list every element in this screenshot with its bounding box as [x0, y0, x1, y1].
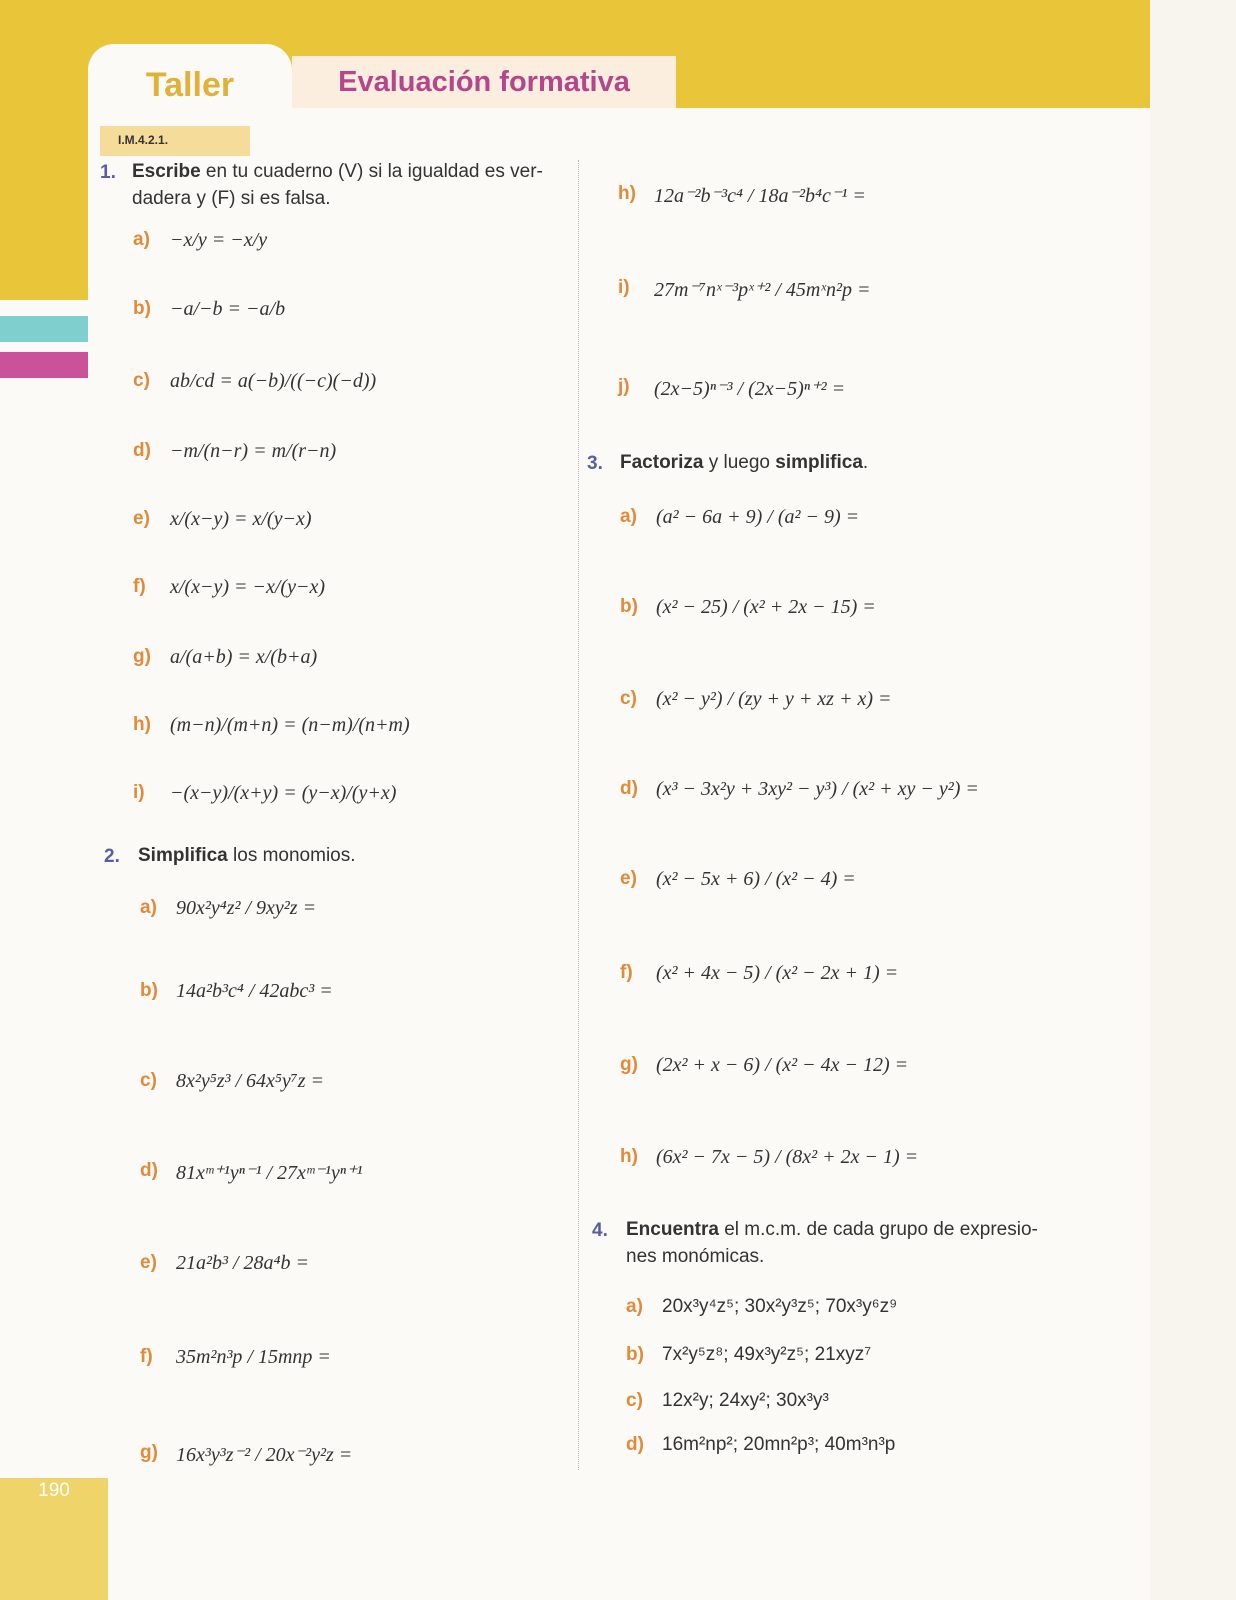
- q2-e-expr: 21a²b³ / 28a⁴b =: [176, 1252, 309, 1274]
- q1-instruction: [132, 158, 543, 185]
- q2-b-expr: 14a²b³c⁴ / 42abc³ =: [176, 980, 333, 1002]
- q4-b-label: b): [626, 1344, 644, 1365]
- q3-a-label: a): [620, 506, 637, 527]
- page-edge: [1150, 0, 1236, 1600]
- q1-text-line1: en tu cuaderno (V) si la igualdad es ver-: [200, 161, 543, 182]
- q1-f-expr: x/(x−y) = −x/(y−x): [170, 576, 325, 598]
- q3-verb1: Factoriza: [620, 452, 704, 473]
- q2-number: 2.: [104, 846, 120, 867]
- left-color-band: [0, 0, 88, 300]
- q3-g-expr: (2x² + x − 6) / (x² − 4x − 12) =: [656, 1054, 909, 1076]
- q2-e-label: e): [140, 1252, 157, 1273]
- q1-h-label: h): [133, 714, 151, 735]
- q4-verb: Encuentra: [626, 1219, 719, 1240]
- q1-g-label: g): [133, 646, 151, 667]
- q2-h-label: h): [618, 183, 636, 204]
- q2-a-expr: 90x²y⁴z² / 9xy²z =: [176, 897, 317, 919]
- q4-text-line1: el m.c.m. de cada grupo de expresio-: [718, 1219, 1038, 1240]
- q2-instruction: [138, 842, 356, 869]
- q3-f-label: f): [620, 962, 633, 983]
- q3-e-label: e): [620, 868, 637, 889]
- q3-c-label: c): [620, 688, 637, 709]
- q4-a-expr: 20x³y⁴z⁵; 30x²y³z⁵; 70x³y⁶z⁹: [662, 1296, 898, 1317]
- column-divider: [578, 160, 579, 1470]
- q3-g-label: g): [620, 1054, 638, 1075]
- q1-a-expr: −x/y = −x/y: [170, 229, 268, 251]
- q1-g-expr: a/(a+b) = x/(b+a): [170, 646, 318, 668]
- q1-b-label: b): [133, 298, 151, 319]
- q2-i-expr: 27m⁻⁷nˣ⁻³pˣ⁺² / 45mˣn²p =: [654, 279, 871, 301]
- q1-text-line2: dadera y (F) si es falsa.: [132, 188, 331, 209]
- q3-number: 3.: [587, 453, 603, 474]
- q2-text: los monomios.: [227, 845, 356, 866]
- q4-c-label: c): [626, 1390, 643, 1411]
- q1-d-expr: −m/(n−r) = m/(r−n): [170, 440, 337, 462]
- tab-evaluation-label: Evaluación formativa: [338, 66, 630, 98]
- q4-c-expr: 12x²y; 24xy²; 30x³y³: [662, 1390, 829, 1411]
- pink-strip: [0, 352, 88, 378]
- q2-g-expr: 16x³y³z⁻² / 20x⁻²y²z =: [176, 1444, 353, 1466]
- q1-f-label: f): [133, 576, 146, 597]
- q3-verb2: simplifica: [775, 452, 863, 473]
- q4-b-expr: 7x²y⁵z⁸; 49x³y²z⁵; 21xyz⁷: [662, 1344, 872, 1365]
- q2-d-label: d): [140, 1160, 158, 1181]
- q3-middle: y luego: [703, 452, 776, 473]
- q1-d-label: d): [133, 440, 151, 461]
- q3-b-expr: (x² − 25) / (x² + 2x − 15) =: [656, 596, 876, 618]
- q2-c-label: c): [140, 1070, 157, 1091]
- q4-d-expr: 16m²np²; 20mn²p³; 40m³n³p: [662, 1434, 896, 1455]
- q2-c-expr: 8x²y⁵z³ / 64x⁵y⁷z =: [176, 1070, 324, 1092]
- q3-a-expr: (a² − 6a + 9) / (a² − 9) =: [656, 506, 860, 528]
- q2-i-label: i): [618, 277, 630, 298]
- teal-strip: [0, 316, 88, 342]
- q1-c-expr: ab/cd = a(−b)/((−c)(−d)): [170, 370, 377, 392]
- q2-g-label: g): [140, 1442, 158, 1463]
- q3-end: .: [862, 452, 869, 473]
- skill-code: I.M.4.2.1.: [118, 133, 169, 147]
- q3-c-expr: (x² − y²) / (zy + y + xz + x) =: [656, 688, 892, 710]
- q3-d-expr: (x³ − 3x²y + 3xy² − y³) / (x² + xy − y²) =: [656, 778, 979, 800]
- q3-f-expr: (x² + 4x − 5) / (x² − 2x + 1) =: [656, 962, 899, 984]
- q1-a-label: a): [133, 229, 150, 250]
- q3-h-expr: (6x² − 7x − 5) / (8x² + 2x − 1) =: [656, 1146, 919, 1168]
- q1-number: 1.: [100, 162, 116, 183]
- q4-instruction: [626, 1216, 1038, 1243]
- q2-j-expr: (2x−5)ⁿ⁻³ / (2x−5)ⁿ⁺² =: [654, 378, 846, 400]
- q1-b-expr: −a/−b = −a/b: [170, 298, 286, 320]
- q1-i-expr: −(x−y)/(x+y) = (y−x)/(y+x): [170, 782, 397, 804]
- q4-a-label: a): [626, 1296, 643, 1317]
- q2-f-expr: 35m²n³p / 15mnp =: [176, 1346, 331, 1368]
- q4-text-line2: nes monómicas.: [626, 1246, 765, 1267]
- q1-e-label: e): [133, 508, 150, 529]
- q2-j-label: j): [618, 376, 630, 397]
- q2-h-expr: 12a⁻²b⁻³c⁴ / 18a⁻²b⁴c⁻¹ =: [654, 185, 866, 207]
- q2-a-label: a): [140, 897, 157, 918]
- q3-h-label: h): [620, 1146, 638, 1167]
- q1-verb: Escribe: [132, 161, 201, 182]
- q2-d-expr: 81xᵐ⁺¹yⁿ⁻¹ / 27xᵐ⁻¹yⁿ⁺¹: [176, 1162, 363, 1184]
- q4-number: 4.: [592, 1220, 608, 1241]
- page-number: 190: [38, 1480, 70, 1501]
- q2-b-label: b): [140, 980, 158, 1001]
- q3-b-label: b): [620, 596, 638, 617]
- q2-verb: Simplifica: [138, 845, 228, 866]
- q2-f-label: f): [140, 1346, 153, 1367]
- q1-h-expr: (m−n)/(m+n) = (n−m)/(n+m): [170, 714, 410, 736]
- q4-d-label: d): [626, 1434, 644, 1455]
- tab-taller-label: Taller: [145, 66, 235, 104]
- q1-c-label: c): [133, 370, 150, 391]
- q3-instruction: [620, 449, 868, 476]
- q1-i-label: i): [133, 782, 145, 803]
- q1-e-expr: x/(x−y) = x/(y−x): [170, 508, 312, 530]
- q3-d-label: d): [620, 778, 638, 799]
- q3-e-expr: (x² − 5x + 6) / (x² − 4) =: [656, 868, 856, 890]
